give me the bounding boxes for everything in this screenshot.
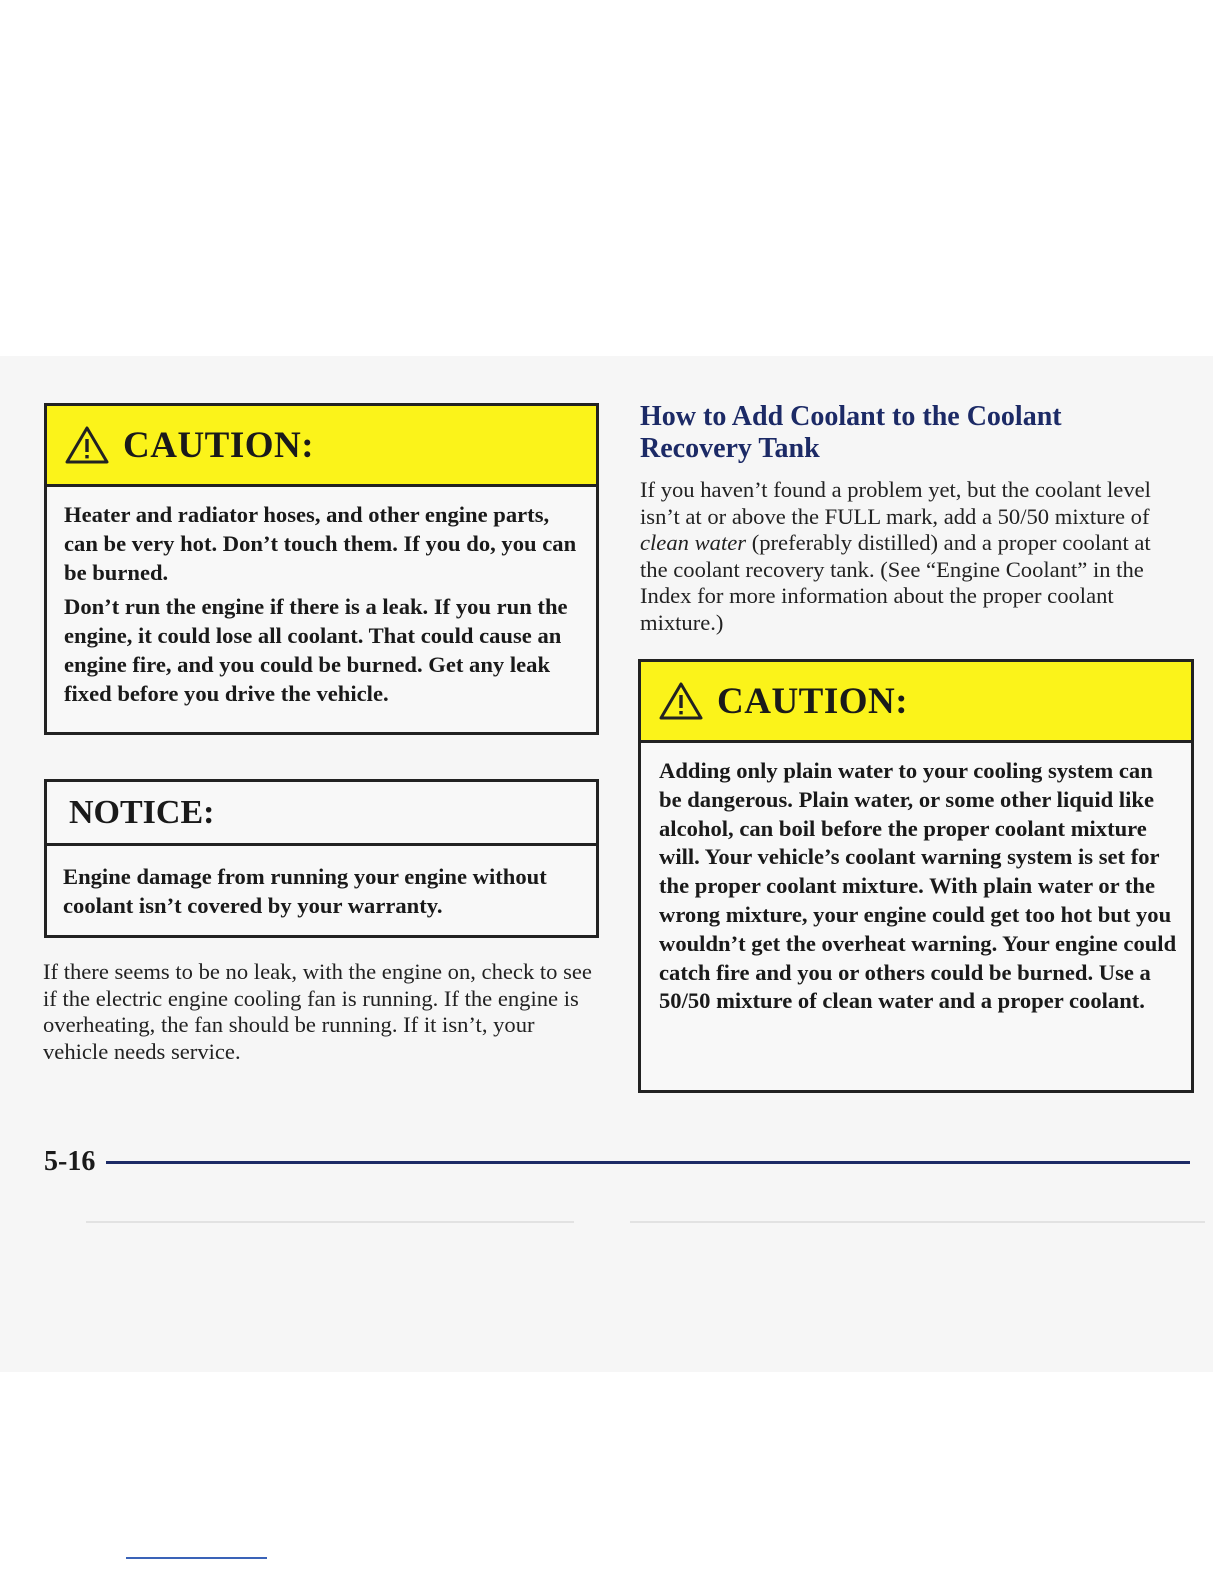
intro-italic-text: clean water	[640, 530, 747, 555]
caution-body	[47, 487, 596, 709]
caution-body	[641, 743, 1191, 1016]
intro-text: If you haven’t found a problem yet, but the coolant level isn’t at or above the FULL mark, add a 50/50 mixture of	[640, 477, 1151, 529]
notice-box	[44, 779, 599, 938]
caution-header	[641, 662, 1191, 743]
caution-paragraph: Don’t run the engine if there is a leak. If you run the engine, it could lose all coolant. That could cause an engine fire, and you could be burned. Get any leak fixed before you drive the vehicle.	[64, 594, 568, 706]
body-paragraph-add-coolant	[640, 477, 1160, 636]
caution-box-hot-parts	[44, 403, 599, 735]
footer-rule	[106, 1161, 1190, 1164]
notice-title: NOTICE:	[47, 782, 596, 846]
caution-header	[47, 406, 596, 487]
body-paragraph-fan-check: If there seems to be no leak, with the engine on, check to see if the electric engine cooling fan is running. If the engine is overheating, the fan should be running. If it isn’t, your vehicle needs service.	[43, 959, 592, 1064]
caution-paragraph: Adding only plain water to your cooling system can be dangerous. Plain water, or some other liquid like alcohol, can boil before the proper coolant mixture will. Your vehicle’s coolant warning system is set for the proper coolant mixture. With plain water or the wrong mixture, your engine could get too hot but you wouldn’t get the overheat warning. Your engine could catch fire and you or others could be burned. Use a 50/50 mixture of clean water and a proper coolant.	[659, 758, 1177, 1014]
caution-title: CAUTION:	[123, 424, 315, 466]
faint-divider	[630, 1221, 1205, 1223]
section-heading: How to Add Coolant to the Coolant Recovery Tank	[640, 401, 1062, 464]
warning-triangle-icon	[659, 681, 703, 721]
intro-text-continued: (preferably distilled) and a proper coolant at the coolant recovery tank. (See “Engine Coolant” in the Index for more information about the proper coolant mixture.)	[640, 530, 1151, 635]
bottom-mark	[126, 1557, 267, 1559]
caution-paragraph: Heater and radiator hoses, and other engine parts, can be very hot. Don’t touch them. If you do, you can be burned.	[64, 502, 577, 585]
caution-title: CAUTION:	[717, 680, 909, 722]
notice-text: Engine damage from running your engine without coolant isn’t covered by your warranty.	[63, 864, 547, 918]
caution-box-plain-water	[638, 659, 1194, 1093]
faint-divider	[86, 1221, 574, 1223]
page-number: 5-16	[44, 1146, 96, 1177]
warning-triangle-icon	[65, 425, 109, 465]
